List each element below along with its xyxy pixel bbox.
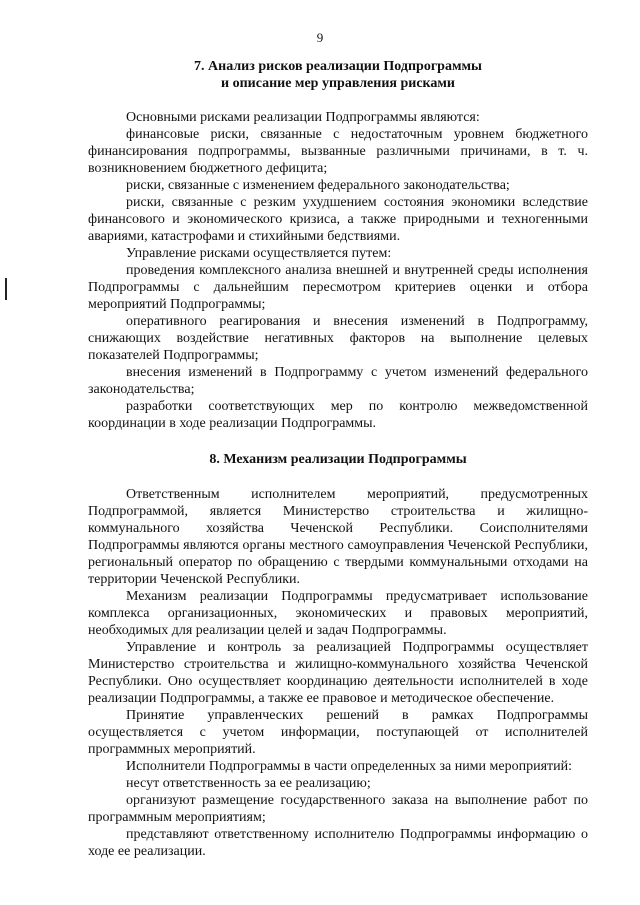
section-7-title-line-1: 7. Анализ рисков реализации Подпрограммы <box>194 59 482 74</box>
paragraph: финансовые риски, связанные с недостаточным уровнем бюджетного финансирования подпрограммы, вызванные различными причинами, в т. ч. возникновением бюджетного дефицита; <box>88 127 588 176</box>
paragraph: Основными рисками реализации Подпрограммы являются: <box>126 110 480 125</box>
paragraph: проведения комплексного анализа внешней и внутренней среды исполнения Подпрограммы с дальнейшим пересмотром критериев оценки и отбора мероприятий Подпрограммы; <box>88 263 588 312</box>
paragraph: представляют ответственному исполнителю Подпрограммы информацию о ходе ее реализации. <box>88 827 588 859</box>
paragraph: риски, связанные с изменением федерального законодательства; <box>126 178 510 193</box>
paragraph: Управление и контроль за реализацией Подпрограммы осуществляет Министерство строительства и жилищно-коммунального хозяйства Чеченской Республики. Оно осуществляет координацию деятельности исполнителей в ходе реализации Подпрограммы, а также ее правовое и методическое обеспечение. <box>88 640 588 706</box>
section-8-heading: 8. Механизм реализации Подпрограммы <box>209 452 467 467</box>
paragraph: Механизм реализации Подпрограммы предусматривает использование комплекса организационных, экономических и правовых мероприятий, необходимых для реализации целей и задач Подпрограммы. <box>88 589 588 638</box>
section-7-heading <box>88 58 588 92</box>
paragraph: разработки соответствующих мер по контролю межведомственной координации в ходе реализации Подпрограммы. <box>88 399 588 431</box>
paragraph: Исполнители Подпрограммы в части определенных за ними мероприятий: <box>126 759 573 774</box>
section-7-title-line-2: и описание мер управления рисками <box>221 76 455 91</box>
paragraph: несут ответственность за ее реализацию; <box>126 776 371 791</box>
paragraph: оперативного реагирования и внесения изменений в Подпрограмму, снижающих воздействие негативных факторов на выполнение целевых показателей Подпрограммы; <box>88 314 588 363</box>
page-content <box>88 58 588 860</box>
paragraph: риски, связанные с резким ухудшением состояния экономики вследствие финансового и экономического кризиса, а также природными и техногенными авариями, катастрофами и стихийными бедствиями. <box>88 195 588 244</box>
page-number: 9 <box>316 30 324 45</box>
scan-margin-mark <box>5 278 7 300</box>
paragraph: внесения изменений в Подпрограмму с учетом изменений федерального законодательства; <box>88 365 588 397</box>
paragraph: Ответственным исполнителем мероприятий, предусмотренных Подпрограммой, является Министерство строительства и жилищно-коммунального хозяйства Чеченской Республики. Соисполнителями Подпрограммы являются органы местного самоуправления Чеченской Республики, региональный оператор по обращению с твердыми коммунальными отходами на территории Чеченской Республики. <box>88 487 588 587</box>
paragraph: организуют размещение государственного заказа на выполнение работ по программным мероприятиям; <box>88 793 588 825</box>
paragraph: Управление рисками осуществляется путем: <box>126 246 392 261</box>
paragraph: Принятие управленческих решений в рамках Подпрограммы осуществляется с учетом информации, поступающей от исполнителей программных мероприятий. <box>88 708 588 757</box>
section-7-body <box>88 109 588 432</box>
section-8-body <box>88 486 588 860</box>
